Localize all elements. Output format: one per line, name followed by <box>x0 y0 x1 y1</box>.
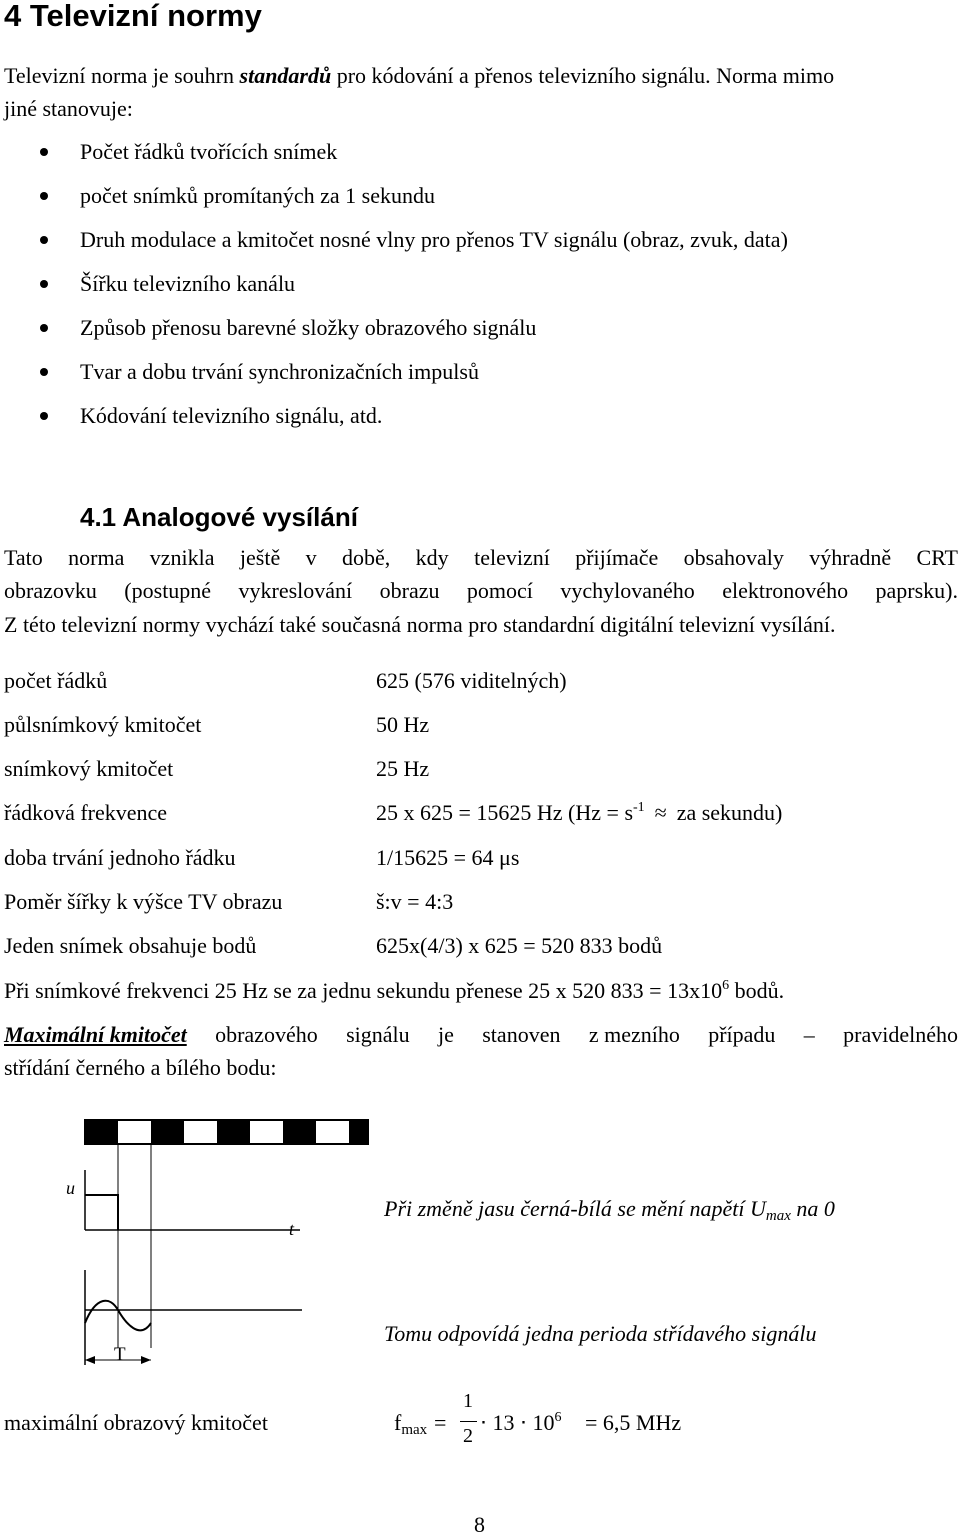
intro-emphasis: standardů <box>239 63 332 88</box>
section-paragraph-line-3: Z této televizní normy vychází také současná norma pro standardní digitální televizní vysílání. <box>4 612 836 637</box>
max-frequency-line-1: Maximální kmitočet obrazového signálu je stanoven z mezního případu – pravidelného <box>4 1022 958 1047</box>
bullet-dot <box>40 280 48 288</box>
list-item: Kódování televizního signálu, atd. <box>80 403 383 428</box>
frequency-sentence: Při snímkové frekvenci 25 Hz se za jednu sekundu přenese 25 x 520 $833 = 13x10^6$ bodů. <box>4 978 785 1003</box>
formula-body: ⋅ $13 \cdot 10^6$ <box>480 1410 562 1435</box>
list-item: počet snímků promítaných za 1 sekundu <box>80 183 435 208</box>
section-paragraph-line-1: Tato norma vznikla ještě v době, kdy televizní přijímače obsahovaly výhradně CRT <box>4 545 958 570</box>
spec-value: 25 Hz <box>376 756 430 781</box>
fraction-bar <box>460 1421 477 1422</box>
figure-caption-2: Tomu odpovídá jedna perioda střídavého signálu <box>384 1321 817 1346</box>
axis-u-label: u <box>66 1178 75 1198</box>
formula-result: = 6,5 MHz <box>585 1410 682 1435</box>
figure-caption-1: Při změně jasu černá-bílá se mění napětí $U_{max}$ na 0 <box>384 1196 835 1224</box>
bullet-dot <box>40 412 48 420</box>
page-number: 8 <box>474 1512 485 1537</box>
formula-numerator: 1 <box>463 1390 473 1412</box>
spec-value: 625x(4/3) x 625 = 520 833 bodů <box>376 933 663 958</box>
spec-label: Poměr šířky k výšce TV obrazu <box>4 889 283 914</box>
formula-label: maximální obrazový kmitočet <box>4 1410 268 1435</box>
spec-value: 50 Hz <box>376 712 430 737</box>
max-frequency-term: Maximální kmitočet <box>4 1022 187 1047</box>
pixel-strip <box>85 1120 368 1144</box>
step-plot <box>85 1170 300 1230</box>
bullet-dot <box>40 192 48 200</box>
list-item: Počet řádků tvořících snímek <box>80 139 338 164</box>
spec-value: š:v = 4:3 <box>376 889 454 914</box>
spec-value: 1/15625 = 64 μs <box>376 845 520 870</box>
intro-paragraph-line-1: Televizní norma je souhrn standardů pro kódování a přenos televizního signálu. Norma mimo <box>4 63 835 88</box>
signal-figure <box>0 1110 380 1380</box>
spec-label: snímkový kmitočet <box>4 756 174 781</box>
period-label: T <box>114 1344 126 1365</box>
spec-label: počet řádků <box>4 668 108 693</box>
spec-value: 25 x 625 = 15625 Hz ($Hz = s^{-1}$ ≈ za sekundu) <box>376 800 783 825</box>
intro-paragraph-line-2: jiné stanovuje: <box>4 96 133 121</box>
formula-denominator: 2 <box>463 1425 473 1447</box>
formula-equals: = <box>434 1410 447 1435</box>
spec-label: Jeden snímek obsahuje bodů <box>4 933 257 958</box>
list-item: Způsob přenosu barevné složky obrazového signálu <box>80 315 537 340</box>
bullet-dot <box>40 324 48 332</box>
bullet-dot <box>40 368 48 376</box>
list-item: Šířku televizního kanálu <box>80 271 296 296</box>
formula-f: $f_{max}$ <box>394 1410 428 1438</box>
list-item: Tvar a dobu trvání synchronizačních impulsů <box>80 359 479 384</box>
bullet-dot <box>40 148 48 156</box>
page-title: 4 Televizní normy <box>4 0 262 33</box>
axis-t-label: t <box>289 1219 295 1239</box>
section-paragraph-line-2: obrazovku (postupné vykreslování obrazu pomocí vychylovaného elektronového paprsku). <box>4 578 958 603</box>
spec-label: půlsnímkový kmitočet <box>4 712 202 737</box>
max-frequency-line-2: střídání černého a bílého bodu: <box>4 1055 277 1080</box>
section-heading: 4.1 Analogové vysílání <box>80 502 358 532</box>
bullet-dot <box>40 236 48 244</box>
spec-label: řádková frekvence <box>4 800 168 825</box>
list-item: Druh modulace a kmitočet nosné vlny pro přenos TV signálu (obraz, zvuk, data) <box>80 227 788 252</box>
spec-label: doba trvání jednoho řádku <box>4 845 236 870</box>
spec-value: 625 (576 viditelných) <box>376 668 567 693</box>
